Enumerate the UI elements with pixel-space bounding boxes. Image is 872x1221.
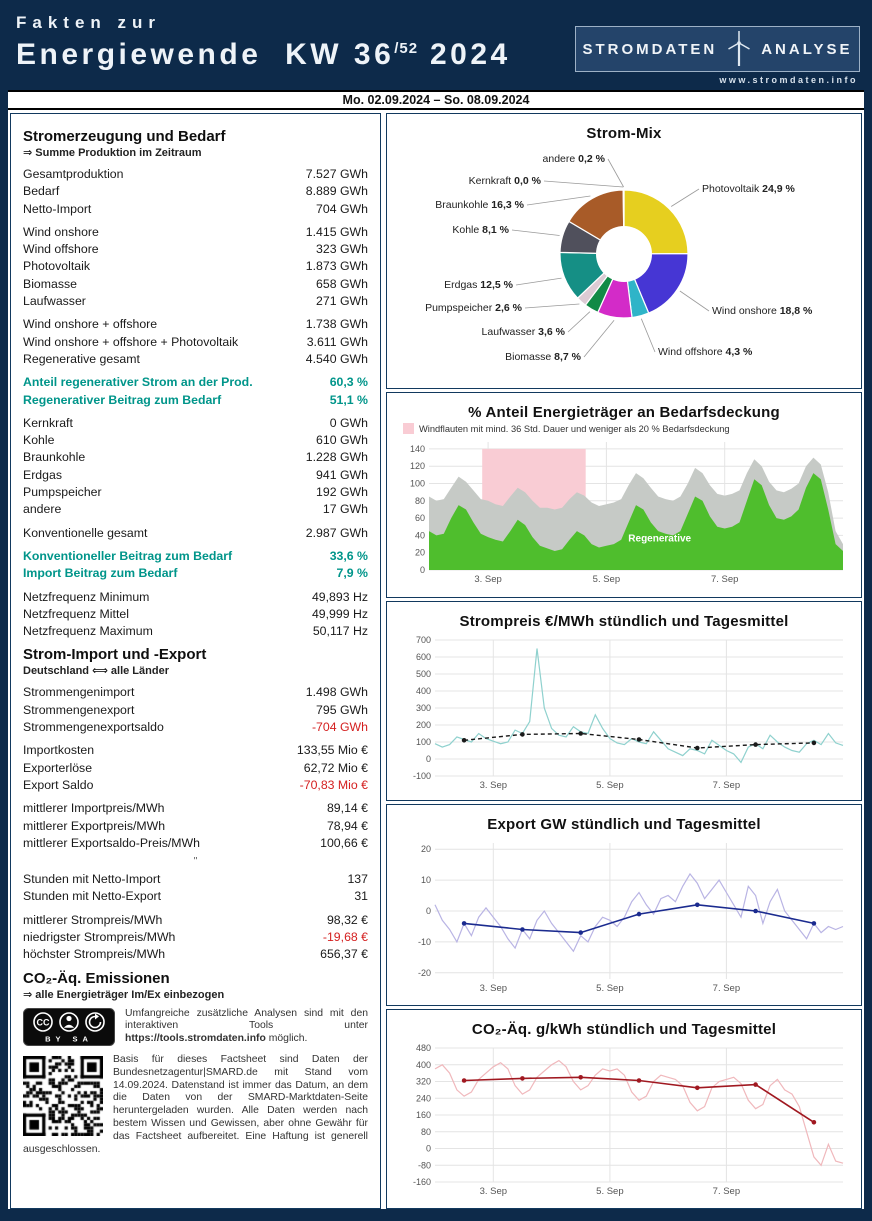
stat-label: Wind onshore + offshore	[23, 317, 158, 332]
svg-text:-160: -160	[412, 1177, 431, 1187]
chart-legend	[403, 423, 861, 434]
stat-row	[23, 818, 368, 835]
stat-row	[23, 888, 368, 905]
section-2	[23, 970, 368, 1001]
series-stündlich	[435, 649, 843, 763]
stats-panel	[10, 113, 381, 1209]
date-range: Mo. 02.09.2024 – So. 08.09.2024	[8, 90, 864, 110]
stat-label: Wind offshore	[23, 242, 99, 257]
pie-label-Erdgas: Erdgas 12,5 %	[444, 279, 513, 291]
stat-label: Kernkraft	[23, 415, 73, 430]
stat-row	[23, 565, 368, 582]
svg-text:7. Sep: 7. Sep	[712, 1186, 741, 1197]
stat-label: andere	[23, 502, 62, 517]
section-0	[23, 128, 368, 640]
stat-row	[23, 684, 368, 701]
svg-text:-10: -10	[417, 936, 431, 947]
stat-value: 323 GWh	[316, 242, 368, 257]
svg-text:-100: -100	[412, 771, 431, 781]
strompreis-chart	[395, 632, 853, 797]
stat-label: Kohle	[23, 433, 55, 448]
header	[0, 0, 872, 90]
stat-value: 33,6 %	[329, 548, 368, 563]
stat-row	[23, 374, 368, 391]
stat-value: 941 GWh	[316, 467, 368, 482]
svg-text:5. Sep: 5. Sep	[596, 983, 624, 994]
stat-row	[23, 548, 368, 565]
svg-text:140: 140	[409, 443, 425, 454]
stat-label: Wind onshore + offshore + Photovoltaik	[23, 334, 239, 349]
stat-label: Braunkohle	[23, 450, 86, 465]
stat-value: 1.498 GWh	[305, 685, 368, 700]
stat-label: Netto-Import	[23, 201, 92, 216]
pie-label-Pumpspeicher: Pumpspeicher 2,6 %	[425, 302, 522, 314]
pie-label-Wind offshore: Wind offshore 4,3 %	[658, 346, 753, 358]
stat-row	[23, 351, 368, 368]
stat-value: 704 GWh	[316, 201, 368, 216]
pie-label-andere: andere 0,2 %	[542, 153, 605, 165]
svg-text:3. Sep: 3. Sep	[474, 574, 502, 585]
stat-value: 271 GWh	[316, 294, 368, 309]
stat-value: 1.415 GWh	[305, 224, 368, 239]
svg-text:700: 700	[415, 635, 431, 645]
chart-title-strom-mix: Strom-Mix	[586, 125, 662, 142]
stat-value: 62,72 Mio €	[303, 760, 368, 775]
stat-label: Photovoltaik	[23, 259, 90, 274]
stat-value: 1.228 GWh	[305, 450, 368, 465]
stat-label: Biomasse	[23, 276, 77, 291]
stat-value: 78,94 €	[326, 818, 368, 833]
stat-label: Wind onshore	[23, 224, 99, 239]
stat-row	[23, 946, 368, 963]
stat-value: 7.527 GWh	[305, 167, 368, 181]
stat-value: -70,83 Mio €	[299, 777, 368, 792]
svg-text:20: 20	[420, 844, 431, 855]
stat-value: 4.540 GWh	[305, 351, 368, 366]
stat-row	[23, 276, 368, 293]
stat-label: Bedarf	[23, 184, 60, 199]
svg-text:20: 20	[414, 547, 425, 558]
panel-co2	[386, 1009, 862, 1209]
section-subtitle: ⇒ alle Energieträger Im/Ex einbezogen	[23, 988, 225, 1001]
stat-value: 1.873 GWh	[305, 259, 368, 274]
stat-row	[23, 525, 368, 542]
chart-title-bedarfsdeckung: % Anteil Energieträger an Bedarfsdeckung	[468, 404, 780, 421]
pie-label-Wind onshore: Wind onshore 18,8 %	[712, 305, 813, 317]
stat-value: 2.987 GWh	[305, 525, 368, 540]
title-week-fraction: /52	[394, 40, 419, 57]
strom-mix-chart	[395, 144, 853, 377]
pie-label-Kernkraft: Kernkraft 0,0 %	[468, 175, 541, 187]
chart-title-strompreis: Strompreis €/MWh stündlich und Tagesmittel	[459, 613, 789, 630]
section-title: CO₂-Äq. Emissionen	[23, 969, 170, 987]
svg-text:5. Sep: 5. Sep	[592, 574, 621, 585]
svg-text:80: 80	[414, 495, 425, 506]
svg-text:120: 120	[409, 461, 425, 472]
stat-value: 610 GWh	[316, 433, 368, 448]
stat-label: Netzfrequenz Mittel	[23, 606, 129, 621]
content-area	[8, 90, 864, 1209]
stat-label: Strommengenexport	[23, 702, 135, 717]
section-1	[23, 646, 368, 963]
stat-row	[23, 224, 368, 241]
stat-value: 192 GWh	[316, 485, 368, 500]
section-subtitle: Deutschland ⟺ alle Länder	[23, 665, 169, 678]
stat-row	[23, 702, 368, 719]
stat-value: 0 GWh	[329, 415, 368, 430]
stat-label: Export Saldo	[23, 777, 94, 792]
stat-label: Anteil regenerativer Strom an der Prod.	[23, 375, 253, 390]
svg-text:CC: CC	[36, 1017, 50, 1028]
svg-text:5. Sep: 5. Sep	[596, 1186, 624, 1197]
header-kicker: Fakten zur	[16, 13, 162, 32]
stat-value: 658 GWh	[316, 276, 368, 291]
stat-row	[23, 800, 368, 817]
svg-text:600: 600	[415, 652, 431, 662]
stat-value: 49,999 Hz	[311, 606, 368, 621]
left-sections	[23, 128, 368, 1001]
stat-label: Import Beitrag zum Bedarf	[23, 566, 178, 581]
brand-url[interactable]: www.stromdaten.info	[719, 75, 858, 85]
windmill-icon	[724, 30, 754, 68]
svg-text:160: 160	[415, 1110, 431, 1120]
svg-text:7. Sep: 7. Sep	[710, 574, 739, 585]
stat-value: 7,9 %	[336, 566, 368, 581]
brand-logo[interactable]	[575, 26, 860, 72]
svg-text:400: 400	[415, 1059, 431, 1070]
stat-label: Erdgas	[23, 467, 62, 482]
stat-label: Konventioneller Beitrag zum Bedarf	[23, 548, 233, 563]
stat-label: höchster Strompreis/MWh	[23, 947, 166, 962]
stat-row	[23, 589, 368, 606]
stat-value: 60,3 %	[329, 375, 368, 390]
stat-value: 656,37 €	[320, 947, 368, 962]
stat-label: mittlerer Importpreis/MWh	[23, 801, 165, 816]
stat-value: 8.889 GWh	[305, 184, 368, 199]
stat-value: 51,1 %	[329, 392, 368, 407]
stat-value: 100,66 €	[320, 835, 368, 850]
svg-text:5. Sep: 5. Sep	[596, 780, 624, 791]
svg-text:100: 100	[415, 737, 431, 747]
stat-label: Pumpspeicher	[23, 485, 102, 500]
title-main: Energiewende KW 36	[16, 38, 395, 71]
stat-label: Stunden mit Netto-Export	[23, 889, 162, 904]
stat-row	[23, 241, 368, 258]
panel-bedarfsdeckung	[386, 392, 862, 598]
co2-chart	[395, 1040, 853, 1203]
stat-row	[23, 334, 368, 351]
stat-value: 795 GWh	[316, 702, 368, 717]
svg-text:BY SA: BY SA	[45, 1034, 93, 1044]
stat-value: 133,55 Mio €	[296, 743, 368, 758]
stat-row	[23, 501, 368, 518]
stat-label: Strommengenimport	[23, 685, 135, 700]
pie-label-Braunkohle: Braunkohle 16,3 %	[435, 199, 524, 211]
stat-row	[23, 293, 368, 310]
footer-block	[23, 1008, 368, 1157]
stat-label: Netzfrequenz Maximum	[23, 624, 153, 639]
stat-row	[23, 316, 368, 333]
svg-text:240: 240	[415, 1093, 431, 1104]
stat-row	[23, 871, 368, 888]
stat-label: Gesamtproduktion	[23, 167, 124, 181]
svg-text:300: 300	[415, 703, 431, 713]
stat-row	[23, 415, 368, 432]
svg-text:-20: -20	[417, 967, 431, 978]
svg-text:10: 10	[420, 875, 431, 886]
chart-title-export: Export GW stündlich und Tagesmittel	[487, 816, 761, 833]
svg-text:3. Sep: 3. Sep	[479, 1186, 508, 1197]
panel-strompreis	[386, 601, 862, 801]
svg-text:0: 0	[425, 906, 431, 916]
svg-text:80: 80	[420, 1126, 431, 1137]
stat-label: Regenerative gesamt	[23, 351, 140, 366]
bedarfsdeckung-chart	[395, 434, 853, 591]
stat-label: Importkosten	[23, 743, 95, 758]
stat-label: mittlerer Exportpreis/MWh	[23, 818, 166, 833]
stat-row	[23, 912, 368, 929]
brand-right: ANALYSE	[761, 40, 853, 58]
stat-row	[23, 742, 368, 759]
section-title: Stromerzeugung und Bedarf	[23, 128, 226, 145]
stat-row	[23, 449, 368, 466]
pie-label-Laufwasser: Laufwasser 3,6 %	[481, 326, 565, 338]
svg-text:3. Sep: 3. Sep	[479, 983, 508, 994]
svg-text:7. Sep: 7. Sep	[712, 780, 741, 791]
title-year: 2024	[418, 38, 511, 71]
stat-row	[23, 392, 368, 409]
stat-value: -19,68 €	[322, 929, 368, 944]
stat-row	[23, 484, 368, 501]
stat-label: Netzfrequenz Minimum	[23, 589, 150, 604]
tools-link[interactable]: https://tools.stromdaten.info	[125, 1033, 266, 1045]
stat-label: Regenerativer Beitrag zum Bedarf	[23, 392, 222, 407]
stat-value: 98,32 €	[326, 912, 368, 927]
stat-value: 17 GWh	[322, 502, 368, 517]
stat-value: 137	[347, 872, 368, 887]
brand-left: STROMDATEN	[582, 40, 718, 58]
stat-label: Exporterlöse	[23, 760, 93, 775]
stat-label: Konventionelle gesamt	[23, 525, 148, 540]
svg-text:40: 40	[414, 530, 425, 541]
stat-label: Strommengenexportsaldo	[23, 720, 164, 735]
area-label-Regenerative: Regenerative	[628, 533, 692, 545]
panel-strom-mix	[386, 113, 862, 389]
stat-value: 49,893 Hz	[311, 589, 368, 604]
stat-row	[23, 777, 368, 794]
pie-label-Kohle: Kohle 8,1 %	[452, 224, 509, 236]
stat-value: 89,14 €	[326, 801, 368, 816]
stat-label: mittlerer Strompreis/MWh	[23, 912, 163, 927]
legend-swatch-windflaute	[403, 423, 414, 434]
qr-code[interactable]	[23, 1056, 103, 1136]
svg-text:200: 200	[415, 720, 431, 730]
stat-label: mittlerer Exportsaldo-Preis/MWh	[23, 835, 200, 850]
svg-text:0: 0	[419, 565, 425, 575]
stat-row	[23, 258, 368, 275]
svg-text:-80: -80	[417, 1160, 431, 1171]
svg-text:480: 480	[415, 1043, 431, 1053]
stat-row	[23, 835, 368, 852]
stat-value: 3.611 GWh	[306, 334, 368, 349]
panel-export	[386, 804, 862, 1006]
svg-text:400: 400	[415, 686, 431, 696]
stat-label: Stunden mit Netto-Import	[23, 872, 161, 887]
svg-text:100: 100	[409, 478, 425, 489]
svg-text:500: 500	[415, 669, 431, 679]
stat-row	[23, 166, 368, 183]
stat-value: 1.738 GWh	[305, 317, 368, 332]
svg-text:320: 320	[415, 1076, 431, 1087]
pie-label-Biomasse: Biomasse 8,7 %	[505, 351, 581, 363]
stat-row	[23, 623, 368, 640]
stat-row	[23, 606, 368, 623]
stat-row	[23, 201, 368, 218]
stat-value: 50,117 Hz	[312, 624, 368, 639]
pie-label-Photovoltaik: Photovoltaik 24,9 %	[702, 183, 795, 195]
section-title: Strom-Import und -Export	[23, 646, 207, 664]
export-chart	[395, 835, 853, 1000]
legend-label: Windflauten mit mind. 36 Std. Dauer und weniger als 20 % Bedarfsdeckung	[419, 423, 730, 434]
stat-row	[23, 719, 368, 736]
svg-text:0: 0	[425, 1143, 431, 1154]
stat-label: niedrigster Strompreis/MWh	[23, 929, 176, 944]
ditto-mark: "	[193, 856, 198, 868]
page-title	[16, 38, 511, 72]
stat-row	[23, 929, 368, 946]
stat-label: Laufwasser	[23, 294, 86, 309]
svg-text:3. Sep: 3. Sep	[479, 780, 508, 791]
tools-note: Umfangreiche zusätzliche Analysen sind mit den interaktiven Tools unter https://tools.stromdaten.info möglich.	[125, 1007, 368, 1045]
chart-title-co2: CO₂-Äq. g/kWh stündlich und Tagesmittel	[471, 1021, 777, 1038]
section-subtitle: ⇒ Summe Produktion im Zeitraum	[23, 147, 202, 159]
stat-row	[23, 760, 368, 777]
svg-text:60: 60	[414, 513, 425, 524]
svg-text:7. Sep: 7. Sep	[712, 983, 741, 994]
stat-row	[23, 183, 368, 200]
cc-license-badge[interactable]	[23, 1008, 115, 1046]
stat-row	[23, 432, 368, 449]
stat-row	[23, 467, 368, 484]
series-stündlich	[435, 1061, 843, 1166]
stat-value: 31	[354, 889, 368, 904]
data-source-note: Basis für dieses Factsheet sind Daten der Bundesnetzagentur|SMARD.de mit Stand vom 14.09.2024. Datenstand ist immer das Datum, an dem die Daten von der SMARD-Marktdaten-Seite heruntergeladen wurden. Alle Daten werden nach bestem Wissen und Gewissen, aber ohne Gewähr für das Factsheet aufbereitet. Eine Haftung ist generell ausgeschlossen.	[23, 1053, 368, 1155]
svg-text:0: 0	[425, 754, 431, 764]
stat-value: -704 GWh	[311, 720, 368, 735]
